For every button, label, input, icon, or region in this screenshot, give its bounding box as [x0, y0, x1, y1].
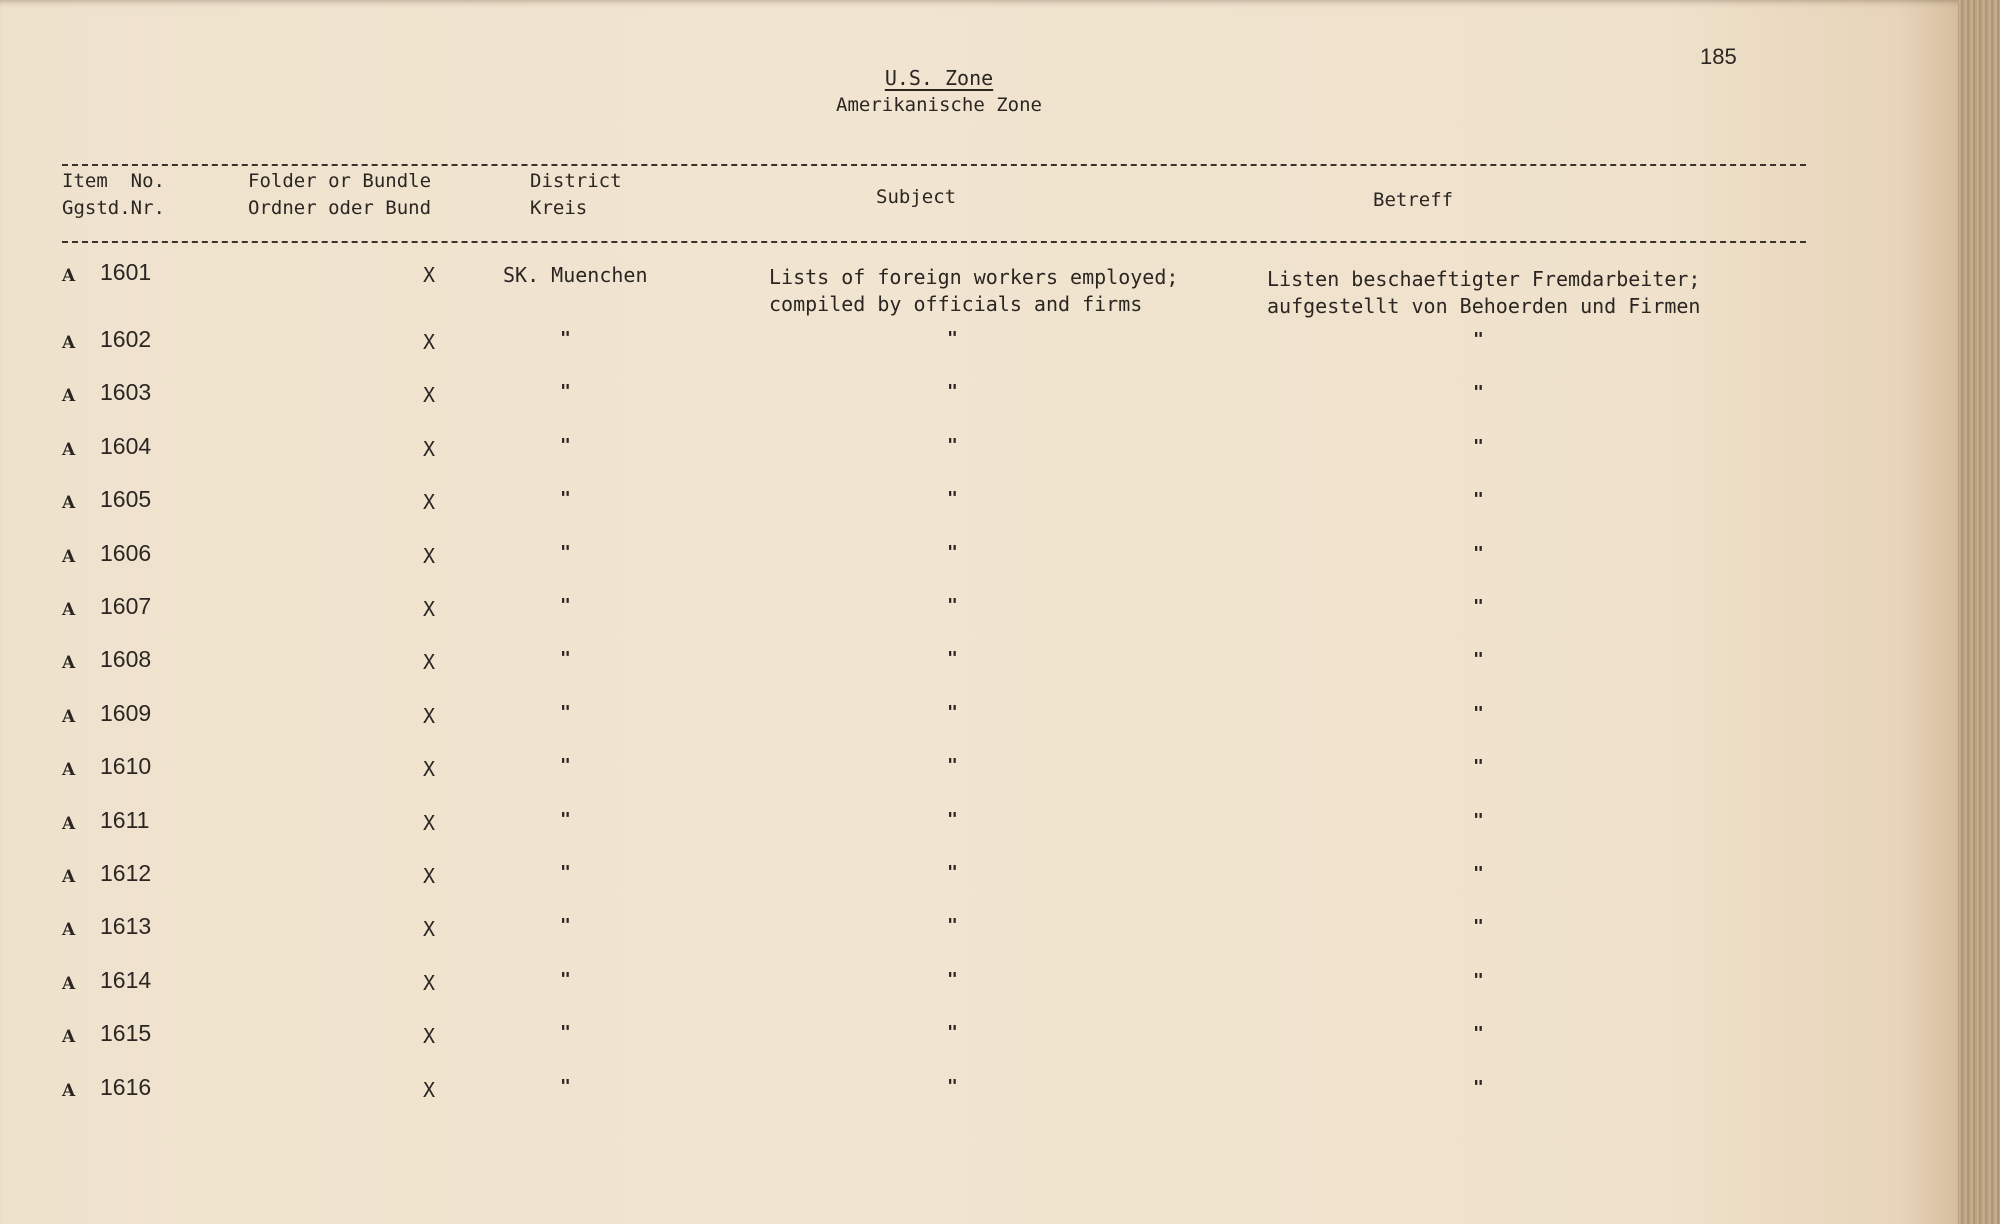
betreff-ditto: " — [1473, 970, 1484, 991]
item-number: 1609 — [100, 700, 152, 726]
subject-ditto: " — [947, 648, 958, 669]
district-cell: SK. Muenchen — [503, 263, 648, 287]
betreff-ditto: " — [1473, 916, 1484, 937]
item-prefix: A — [62, 814, 76, 834]
betreff-ditto: " — [1473, 756, 1484, 777]
folder-mark: X — [423, 757, 436, 781]
subject-ditto: " — [947, 595, 958, 616]
district-ditto: " — [560, 809, 571, 830]
header-folder-line2: Ordner oder Bund — [248, 197, 432, 219]
item-number: 1612 — [100, 860, 152, 886]
betreff-ditto: " — [1473, 703, 1484, 724]
header-district-line2: Kreis — [530, 197, 588, 219]
zone-title — [0, 66, 1878, 90]
item-number: 1603 — [100, 379, 152, 405]
betreff-ditto: " — [1473, 1077, 1484, 1098]
betreff-ditto: " — [1473, 810, 1484, 831]
district-ditto: " — [560, 915, 571, 936]
subject-ditto: " — [947, 915, 958, 936]
item-number: 1616 — [100, 1074, 152, 1100]
district-ditto: " — [560, 381, 571, 402]
district-ditto: " — [560, 648, 571, 669]
subject-ditto: " — [947, 542, 958, 563]
folder-mark: X — [423, 971, 436, 995]
betreff-ditto: " — [1473, 596, 1484, 617]
folder-mark: X — [423, 330, 436, 354]
item-prefix: A — [62, 867, 76, 887]
column-header-item-no — [62, 168, 165, 222]
betreff-line2: aufgestellt von Behoerden und Firmen — [1267, 294, 1701, 318]
folder-mark: X — [423, 597, 436, 621]
column-header-subject: Subject — [876, 186, 957, 208]
subject-ditto: " — [947, 809, 958, 830]
district-ditto: " — [560, 702, 571, 723]
subject-line1: Lists of foreign workers employed; — [769, 265, 1179, 289]
subject-ditto: " — [947, 381, 958, 402]
header-top-rule — [62, 164, 1806, 166]
district-ditto: " — [560, 435, 571, 456]
item-prefix: A — [62, 600, 76, 620]
item-number: 1602 — [100, 326, 152, 352]
subject-ditto: " — [947, 969, 958, 990]
item-number: 1606 — [100, 540, 152, 566]
district-ditto: " — [560, 328, 571, 349]
betreff-ditto: " — [1473, 436, 1484, 457]
item-prefix: A — [62, 653, 76, 673]
betreff-ditto: " — [1473, 489, 1484, 510]
district-ditto: " — [560, 488, 571, 509]
header-folder-line1: Folder or Bundle — [248, 170, 432, 192]
column-header-betreff: Betreff — [1373, 189, 1454, 211]
item-prefix: A — [62, 1027, 76, 1047]
item-prefix: A — [62, 707, 76, 727]
district-ditto: " — [560, 595, 571, 616]
item-number: 1614 — [100, 967, 152, 993]
subject-ditto: " — [947, 862, 958, 883]
header-district-line1: District — [530, 170, 622, 192]
betreff-ditto: " — [1473, 382, 1484, 403]
item-prefix: A — [62, 1081, 76, 1101]
header-item-line1: Item No. — [62, 170, 165, 192]
subject-ditto: " — [947, 488, 958, 509]
subject-cell — [769, 264, 1178, 318]
betreff-cell — [1267, 266, 1700, 320]
item-number: 1607 — [100, 593, 152, 619]
item-prefix: A — [62, 547, 76, 567]
betreff-line1: Listen beschaeftigter Fremdarbeiter; — [1267, 267, 1701, 291]
column-header-district — [530, 168, 622, 222]
folder-mark: X — [423, 1078, 436, 1102]
subject-ditto: " — [947, 328, 958, 349]
item-prefix: A — [62, 974, 76, 994]
item-number: 1601 — [100, 259, 152, 285]
item-prefix: A — [62, 920, 76, 940]
subject-ditto: " — [947, 702, 958, 723]
subject-ditto: " — [947, 435, 958, 456]
item-number: 1604 — [100, 433, 152, 459]
folder-mark: X — [423, 544, 436, 568]
item-prefix: A — [62, 333, 76, 353]
folder-mark: X — [423, 490, 436, 514]
folder-mark: X — [423, 864, 436, 888]
folder-mark: X — [423, 811, 436, 835]
district-ditto: " — [560, 755, 571, 776]
item-number: 1605 — [100, 486, 152, 512]
item-prefix: A — [62, 386, 76, 406]
header-item-line2: Ggstd.Nr. — [62, 197, 165, 219]
item-number: 1611 — [100, 807, 150, 833]
betreff-ditto: " — [1473, 863, 1484, 884]
item-prefix: A — [62, 440, 76, 460]
folder-mark: X — [423, 917, 436, 941]
district-ditto: " — [560, 862, 571, 883]
district-ditto: " — [560, 1022, 571, 1043]
betreff-ditto: " — [1473, 543, 1484, 564]
folder-mark: X — [423, 437, 436, 461]
district-ditto: " — [560, 542, 571, 563]
item-prefix: A — [62, 493, 76, 513]
betreff-ditto: " — [1473, 1023, 1484, 1044]
folder-mark: X — [423, 704, 436, 728]
betreff-ditto: " — [1473, 649, 1484, 670]
column-header-folder — [248, 168, 431, 222]
subject-ditto: " — [947, 1076, 958, 1097]
item-prefix: A — [62, 266, 76, 286]
zone-title-text: U.S. Zone — [884, 66, 994, 90]
district-ditto: " — [560, 969, 571, 990]
header-bottom-rule — [62, 241, 1806, 243]
subject-ditto: " — [947, 755, 958, 776]
item-prefix: A — [62, 760, 76, 780]
folder-mark: X — [423, 650, 436, 674]
betreff-ditto: " — [1473, 329, 1484, 350]
folder-mark: X — [423, 383, 436, 407]
page-number: 185 — [1700, 44, 1737, 69]
item-number: 1610 — [100, 753, 152, 779]
book-spine — [1958, 0, 2000, 1224]
item-number: 1608 — [100, 646, 152, 672]
subject-ditto: " — [947, 1022, 958, 1043]
zone-subtitle: Amerikanische Zone — [836, 94, 1042, 116]
item-number: 1613 — [100, 913, 152, 939]
folder-mark: X — [423, 1024, 436, 1048]
folder-mark: X — [423, 263, 436, 287]
item-number: 1615 — [100, 1020, 152, 1046]
district-ditto: " — [560, 1076, 571, 1097]
subject-line2: compiled by officials and firms — [769, 292, 1143, 316]
